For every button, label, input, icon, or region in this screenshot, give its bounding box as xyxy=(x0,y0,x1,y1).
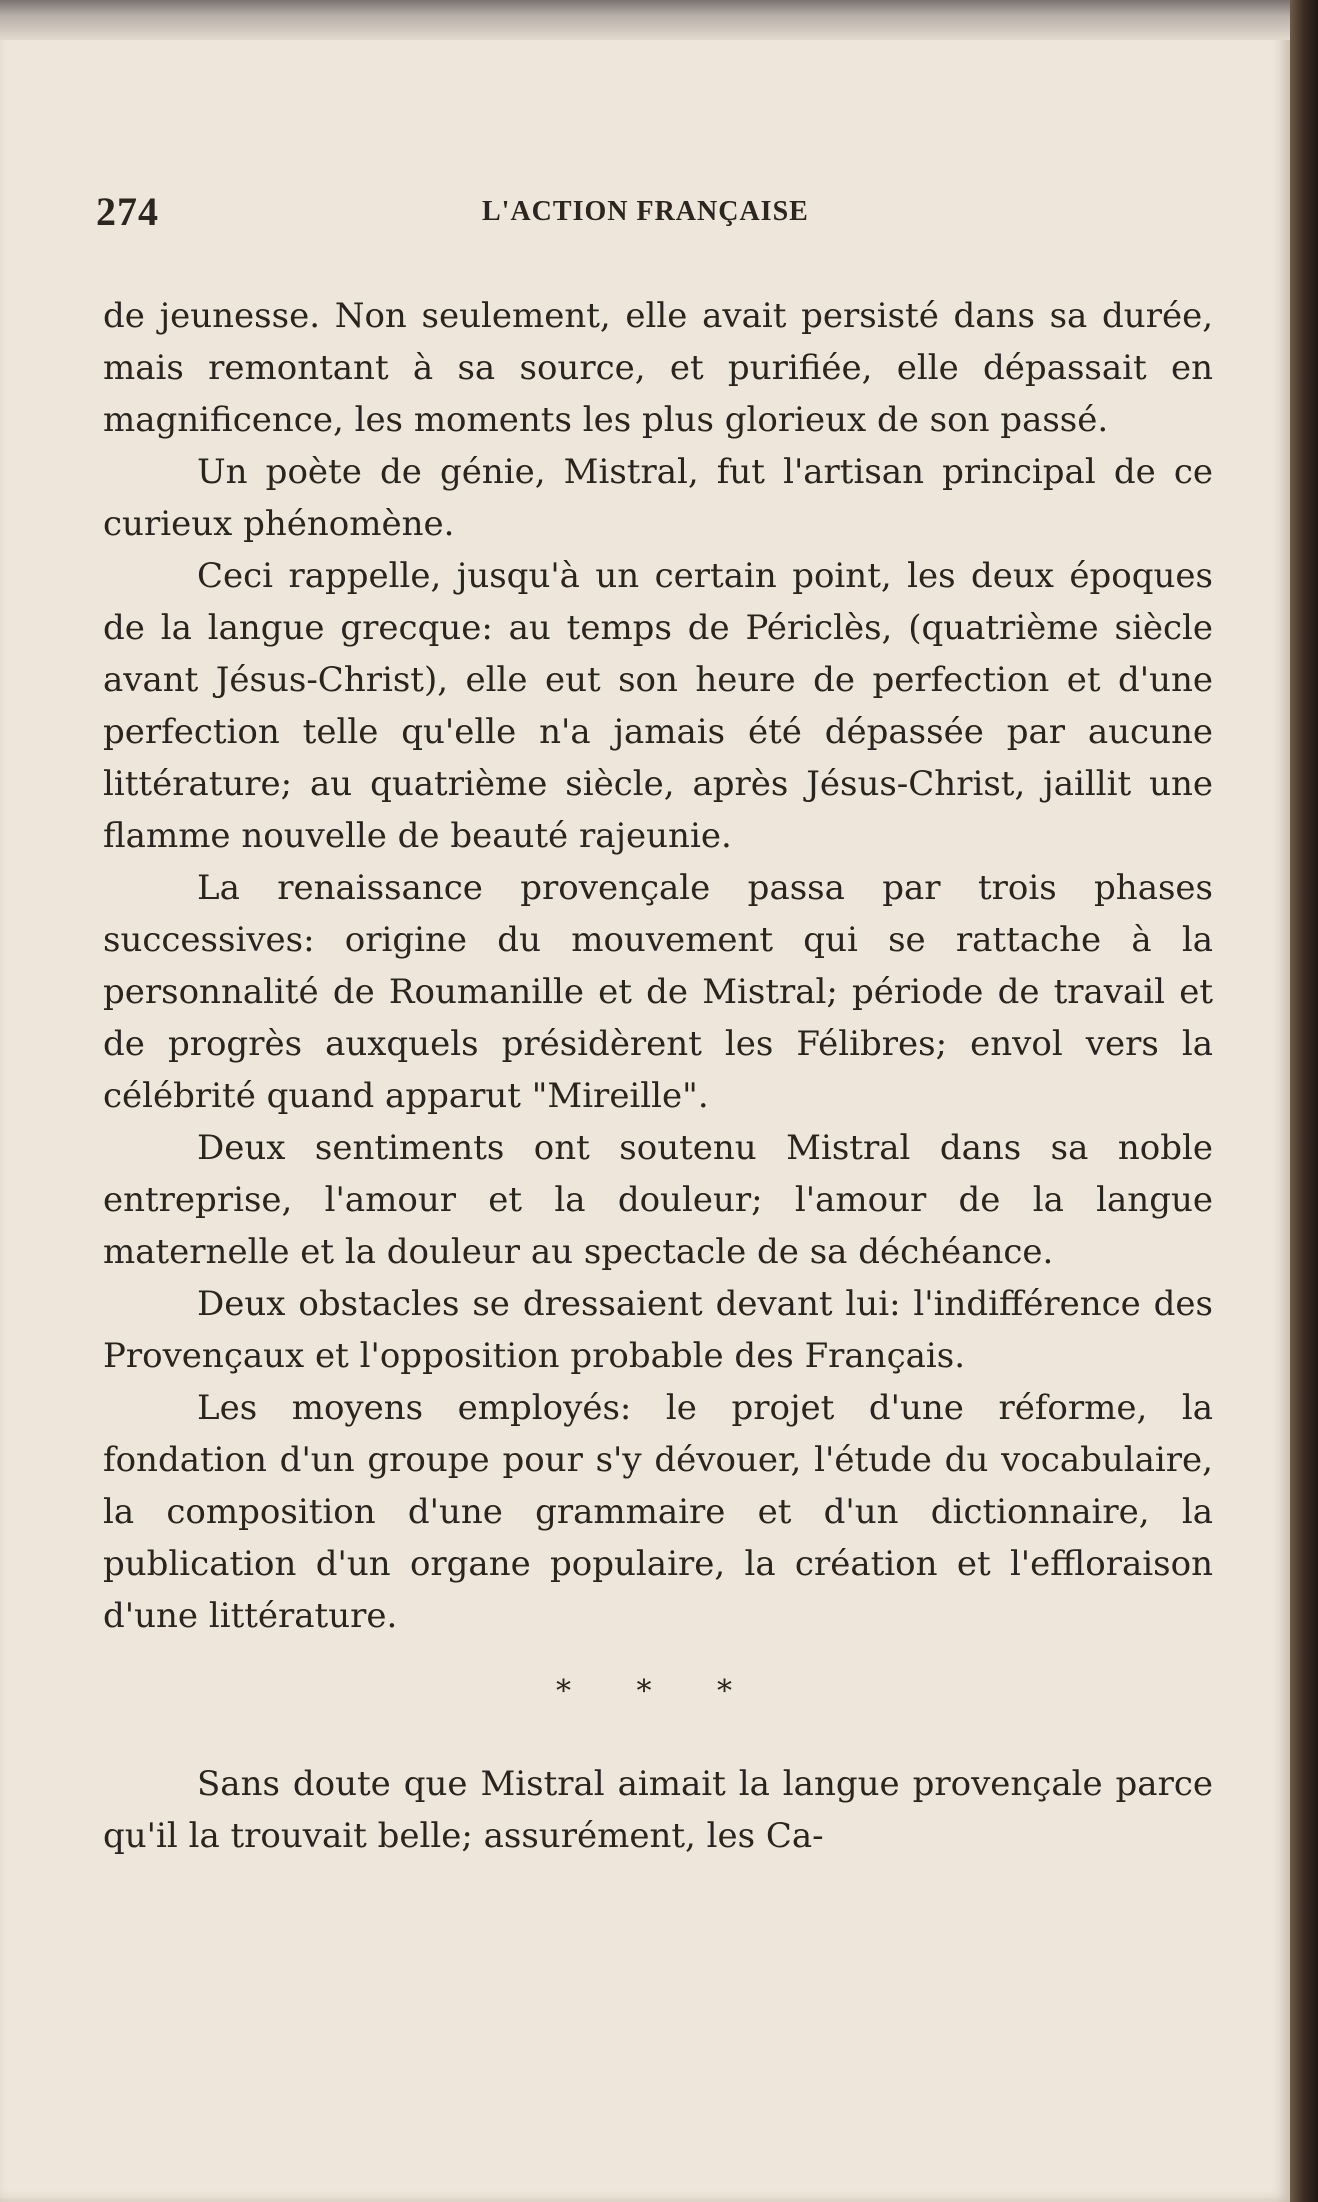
paragraph: Sans doute que Mistral aimait la langue provençale parce qu'il la trouvait belle; assurément, les Ca- xyxy=(103,1764,1213,1856)
page-top-edge xyxy=(0,0,1290,40)
paragraph: La renaissance provençale passa par trois phases successives: origine du mouvement qui se rattache à la personnalité de Roumanille et de Mistral; période de travail et de progrès auxquels présidèrent les Félibres; envol vers la célébrité quand apparut "Mireille". xyxy=(103,868,1213,1116)
page-header xyxy=(96,188,1256,238)
paragraph: Un poète de génie, Mistral, fut l'artisan principal de ce curieux phénomène. xyxy=(103,452,1213,544)
paragraph: Les moyens employés: le projet d'une réforme, la fondation d'un groupe pour s'y dévouer, l'étude du vocabulaire, la composition d'une grammaire et d'un dictionnaire, la publication d'un organe populaire, la création et l'effloraison d'une littérature. xyxy=(103,1388,1213,1636)
page-number: 274 xyxy=(96,189,159,234)
paragraph: Ceci rappelle, jusqu'à un certain point, les deux époques de la langue grecque: au temps de Périclès, (quatrième siècle avant Jésus-Christ), elle eut son heure de perfection et d'une perfection telle qu'elle n'a jamais été dépassée par aucune littérature; au quatrième siècle, après Jésus-Christ, jaillit une flamme nouvelle de beauté rajeunie. xyxy=(103,556,1213,856)
paragraph: Deux sentiments ont soutenu Mistral dans sa noble entreprise, l'amour et la douleur; l'amour de la langue maternelle et la douleur au spectacle de sa déchéance. xyxy=(103,1128,1213,1272)
running-title: L'ACTION FRANÇAISE xyxy=(482,196,809,227)
paragraph: Deux obstacles se dressaient devant lui: l'indifférence des Provençaux et l'opposition probable des Français. xyxy=(103,1284,1213,1376)
paragraph: de jeunesse. Non seulement, elle avait persisté dans sa durée, mais remontant à sa source, et purifiée, elle dépassait en magnificence, les moments les plus glorieux de son passé. xyxy=(103,296,1213,440)
body-text xyxy=(103,290,1213,1862)
book-spine-edge xyxy=(1290,0,1318,2202)
section-separator: * * * xyxy=(555,1674,761,1709)
